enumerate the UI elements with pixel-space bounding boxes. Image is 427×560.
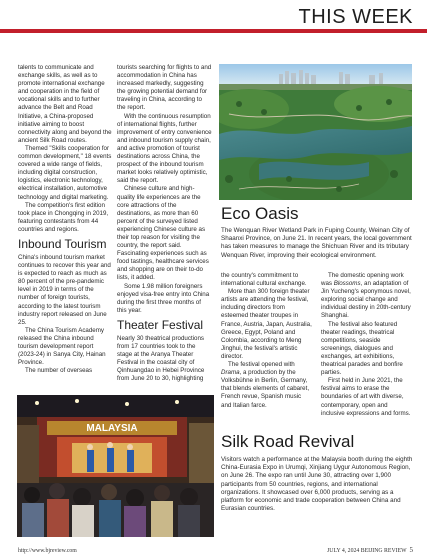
column-3 [221,272,313,410]
heading-inbound-tourism: Inbound Tourism [18,236,107,251]
paragraph [321,272,413,321]
paragraph: More than 300 foreign theater artists are attending the festival, including directors from esteemed theater troupes in France, Austria, Japan, Australia, Greece, Egypt, Poland and Colombia, according to Meng Jinghui, the festival's artistic director. [221,288,312,360]
column-1 [18,64,112,375]
booth-sign: MALAYSIA [86,423,138,434]
paragraph: First held in June 2021, the festival aims to erase the boundaries of art with diverse, contemporary, open and inclusive expressions and forms. [321,377,411,417]
paragraph: Nearly 30 theatrical productions from 17 countries took to the stage at the Aranya Theater Festival in the coastal city of Qinhuangdao in Hebei Province from June 20 to 30, highlighting [117,334,205,383]
paragraph: Themed "Skills cooperation for common development," 18 events covered a wide range of fields, including digital construction, logistics, electronic technology, electrical installation, automotive technology and digital marketing. [18,144,112,201]
wetland-park-photo [219,64,412,200]
paragraph: Chinese culture and high-quality life experiences are the core attractions of the destinations, as more than 60 percent of the surveyed listed experiencing Chinese culture as their top reason for visiting the country, the report said. Fascinating experiences such as food tastings, healthcare services and shopping are on their to-do lists, it added. [117,185,209,282]
footer-url: http://www.bjreview.com [18,548,77,554]
footer-date: JULY 4, 2024 BEIJING REVIEW [327,548,407,554]
production-title: Blossoms [333,280,361,288]
paragraph: The China Tourism Academy released the China inbound tourism development report (2023-24) in Sanya City, Hainan Province. [18,326,106,367]
paragraph [221,361,313,410]
silk-road-caption: Visitors watch a performance at the Malaysia booth during the eighth China-Eurasia Expo in Urumqi, Xinjiang Uygur Autonomous Region, on June 26. The expo ran until June 30, attracting over 1,900 participants from 50 countries, regions, and international organizations. It showcased over 6,000 products, serving as a platform for economic and trade cooperation between China and Eurasian countries. [221,456,413,513]
eco-oasis-title: Eco Oasis [221,204,299,223]
paragraph: The festival also featured theater readings, theatrical competitions, seaside screenings, dialogues and exchanges, art exhibitions, theatrical parades and bonfire parties. [321,320,403,377]
paragraph: tourists searching for flights to and accommodation in China has increased markedly, suggesting the growing potential demand for traveling in China, according to the report. [117,64,212,112]
page-number: 5 [409,546,413,554]
paragraph: Some 1.98 million foreigners enjoyed visa-free entry into China during the first three months of this year. [117,282,210,314]
text-run: The domestic opening work was [321,272,404,288]
text-run: , a production by the Volksbühne in Berlin, Germany, that blends elements of cabaret, French revue, Spanish music and Italian farce. [221,369,310,409]
heading-theater-festival: Theater Festival [117,317,204,332]
section-title: THIS WEEK [298,6,413,28]
paragraph: China's inbound tourism market continues to recover this year and is expected to reach as much as 80 percent of the pre-pandemic level in 2019 in terms of the number of foreign tourists, according to the latest tourism industry report released on June 25. [18,253,111,326]
paragraph: talents to communicate and exchange skills, as well as to promote international exchange and cooperation in the field of vocational skills and to further advance the Belt and Road Initiative, a China-proposed initiative aiming to boost connectivity along and beyond the ancient Silk Road routes. [18,64,112,144]
text-run: , an adaptation of Jin Yucheng's eponymous novel, exploring social change and individual destiny in 20th-century Shanghai. [321,280,411,320]
eco-oasis-caption: The Wenquan River Wetland Park in Fuping County, Weinan City of Shaanxi Province, on June 21. In recent years, the local government has taken measures to manage the Shichuan River and its tributary Wenquan River, improving their ecological environment. [221,227,412,259]
silk-road-title: Silk Road Revival [221,432,355,451]
malaysia-booth-photo [17,395,214,537]
footer-issue [327,546,413,554]
paragraph: With the continuous resumption of international flights, further improvement of entry convenience and inbound tourism supply chain, and active promotion of tourist destinations across China, the prospect of the inbound tourism market looks relatively optimistic, said the report. [117,112,212,185]
header-rule [0,29,427,33]
column-4 [321,272,413,418]
column-2 [117,64,212,383]
production-title: Drama [221,369,240,377]
paragraph: The competition's first edition took place in Chongqing in 2019, featuring contestants from 44 countries and regions. [18,201,109,233]
text-run: The festival opened with [228,361,295,369]
paragraph: The number of overseas [25,367,93,375]
paragraph: the country's commitment to international cultural exchange. [221,272,307,288]
